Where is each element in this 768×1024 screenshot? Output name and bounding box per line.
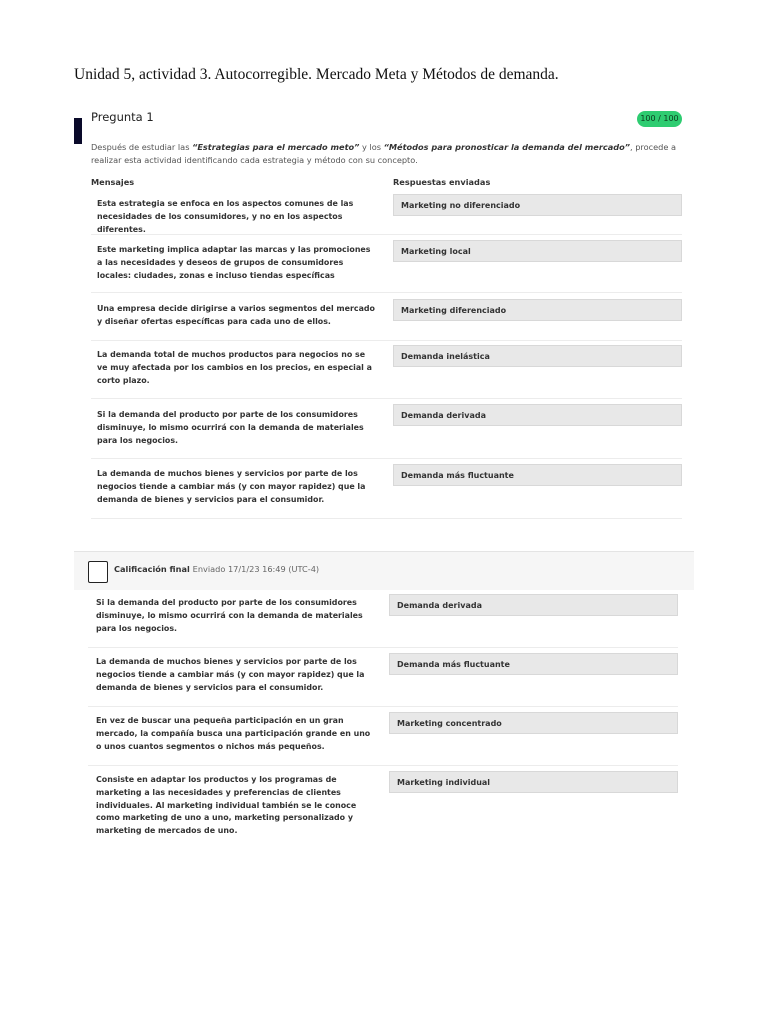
final-grade-bar [74,551,694,590]
pair-answer: Marketing local [393,240,682,262]
pair-message: La demanda de muchos bienes y servicios por parte de los negocios tiende a cambiar más (y con mayor rapidez) que la demanda de bienes y servicios para el consumidor. [96,657,365,692]
score-badge: 100 / 100 [637,111,682,127]
submission-timestamp: Enviado 17/1/23 16:49 (UTC-4) [192,564,320,574]
pair-message: Si la demanda del producto por parte de los consumidores disminuye, lo mismo ocurrirá con la demanda de materiales para los negocios. [97,410,364,445]
pair-answer: Demanda derivada [393,404,682,426]
row-divider [91,234,682,235]
pair-message: Una empresa decide dirigirse a varios segmentos del mercado y diseñar ofertas específicas para cada uno de ellos. [97,304,375,326]
pair-message: La demanda de muchos bienes y servicios por parte de los negocios tiende a cambiar más (y con mayor rapidez) que la demanda de bienes y servicios para el consumidor. [97,469,366,504]
row-divider [88,765,678,766]
final-grade-label [114,564,319,574]
column-header-answers: Respuestas enviadas [393,177,491,187]
intro-emphasis-strategies: “Estrategias para el mercado meto” [192,142,360,152]
pair-message: Si la demanda del producto por parte de los consumidores disminuye, lo mismo ocurrirá con la demanda de materiales para los negocios. [96,598,363,633]
pair-message: Este marketing implica adaptar las marcas y las promociones a las necesidades y deseos de grupos de consumidores locales: ciudades, zonas e incluso tiendas específicas [97,245,371,280]
row-divider [88,706,678,707]
row-divider [91,340,682,341]
column-header-messages: Mensajes [91,177,135,187]
pair-answer: Demanda más fluctuante [389,653,678,675]
pair-answer: Marketing concentrado [389,712,678,734]
row-divider [91,398,682,399]
pair-answer: Demanda más fluctuante [393,464,682,486]
side-marker-icon [74,118,82,144]
question-card [74,104,694,524]
pair-message: La demanda total de muchos productos para negocios no se ve muy afectada por los cambios en los precios, en especial a corto plazo. [97,350,372,385]
intro-emphasis-methods: “Métodos para pronosticar la demanda del mercado” [383,142,631,152]
final-grade-section [74,551,694,851]
document-title: Unidad 5, actividad 3. Autocorregible. Mercado Meta y Métodos de demanda. [74,66,559,83]
question-intro [91,141,691,167]
intro-text-start: Después de estudiar las [91,142,193,152]
row-divider [91,458,682,459]
row-divider [88,647,678,648]
pair-answer: Marketing no diferenciado [393,194,682,216]
document-icon [88,561,108,583]
pair-answer: Marketing individual [389,771,678,793]
pair-message: Consiste en adaptar los productos y los programas de marketing a las necesidades y preferencias de clientes individuales. Al marketing individual también se le conoce como marketing de uno a uno, marketing personalizado y marketing de mercados de uno. [96,775,357,836]
pair-message: Esta estrategia se enfoca en los aspectos comunes de las necesidades de los consumidores, y no en los aspectos diferentes. [97,199,354,234]
pair-answer: Demanda inelástica [393,345,682,367]
row-divider [91,518,682,519]
final-grade-title: Calificación final [114,564,190,574]
intro-text-end: , procede a realizar esta actividad identificando cada estrategia y método con su concepto. [91,142,677,165]
row-divider [91,292,682,293]
pair-message: En vez de buscar una pequeña participación en un gran mercado, la compañía busca una participación grande en uno o unos cuantos segmentos o nichos más pequeños. [96,716,371,751]
pair-answer: Marketing diferenciado [393,299,682,321]
pair-answer: Demanda derivada [389,594,678,616]
question-title: Pregunta 1 [91,110,154,124]
intro-text-middle: y los [359,142,384,152]
